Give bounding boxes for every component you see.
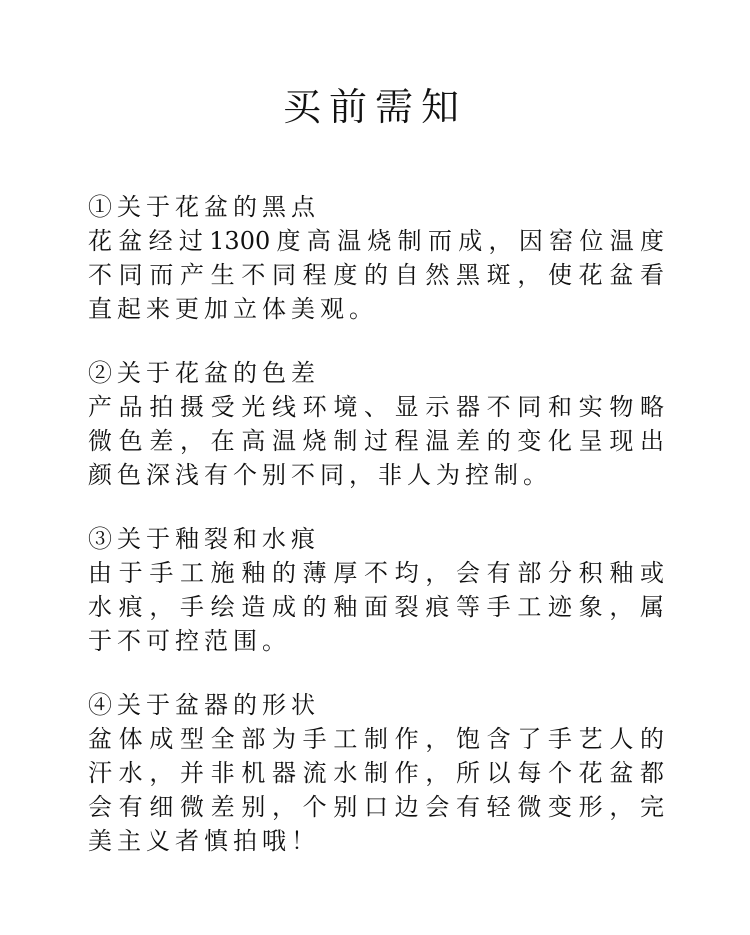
section-text-line: 直起来更加立体美观。 [88, 295, 378, 323]
section-text-line: 汗水，并非机器流水制作，所以每个花盆都 [88, 759, 664, 787]
section-heading: ①关于花盆的黑点 [88, 193, 320, 221]
section-glaze-cracks [88, 522, 668, 658]
section-pot-shape [88, 688, 668, 858]
section-text-line: 由于手工施釉的薄厚不均，会有部分积釉或 [88, 559, 664, 587]
section-text-line: 盆体成型全部为手工制作，饱含了手艺人的 [88, 725, 664, 753]
section-text-line: 水痕，手绘造成的釉面裂痕等手工迹象，属 [88, 593, 664, 621]
section-text-line: 产品拍摄受光线环境、显示器不同和实物略 [88, 393, 664, 421]
section-text-line: 不同而产生不同程度的自然黑斑，使花盆看 [88, 261, 664, 289]
section-heading: ④关于盆器的形状 [88, 691, 320, 719]
section-text-line: 颜色深浅有个别不同，非人为控制。 [88, 461, 552, 489]
section-text-line: 美主义者慎拍哦！ [88, 827, 320, 855]
section-text-line: 花盆经过1300度高温烧制而成，因窑位温度 [88, 227, 664, 255]
section-text-line: 微色差，在高温烧制过程温差的变化呈现出 [88, 427, 664, 455]
section-text-line: 会有细微差别，个别口边会有轻微变形，完 [88, 793, 664, 821]
page-title: 买前需知 [282, 85, 467, 129]
section-color-difference [88, 356, 668, 492]
section-heading: ②关于花盆的色差 [88, 359, 320, 387]
section-text-line: 于不可控范围。 [88, 627, 291, 655]
section-heading: ③关于釉裂和水痕 [88, 525, 320, 553]
section-black-spots [88, 190, 668, 326]
